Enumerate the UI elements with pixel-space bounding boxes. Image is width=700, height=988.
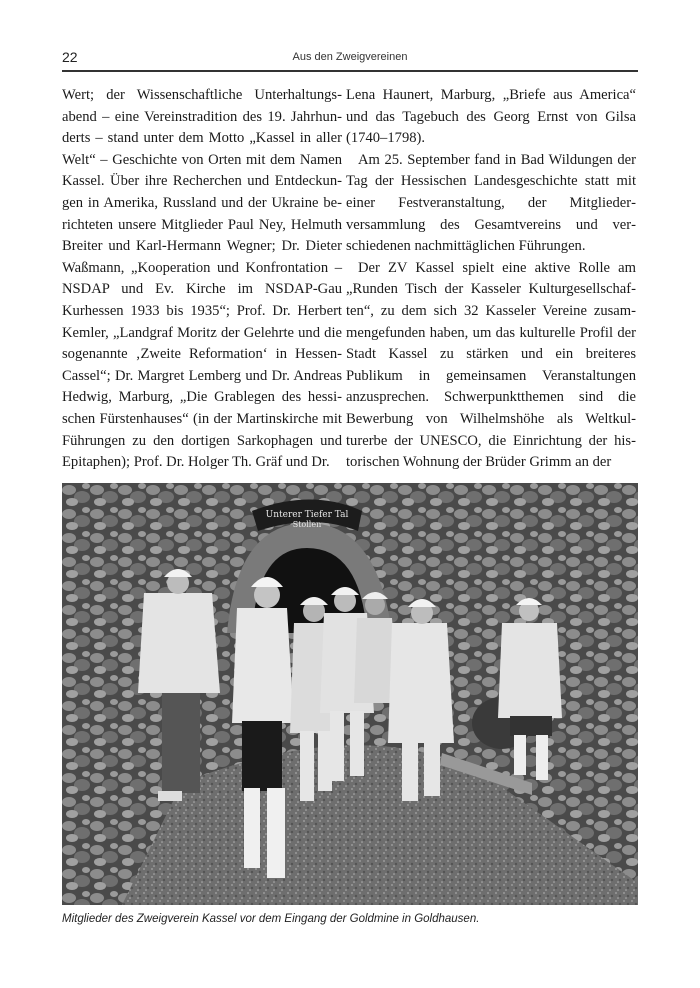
- sign-text-line1: Unterer Tiefer Tal: [265, 510, 349, 520]
- photo-illustration: [62, 483, 638, 905]
- page-number: 22: [62, 49, 78, 65]
- group-photo: [62, 483, 638, 905]
- paragraph: Am 25. September fand in Bad Wildungen der Tag der Hessischen Landesgeschichte statt mit einer Festveranstaltung, der Mitgliederversammlung des Gesamtvereins und verschiedenen nachmittäglichen Führungen.: [346, 151, 636, 255]
- paragraph: Lena Haunert, Marburg, „Briefe aus America“ und das Tagebuch des Georg Ernst von Gilsa (1740–1798).: [346, 87, 636, 147]
- paragraph: Wert; der Wissenschaftliche Unterhaltungsabend – eine Vereinstradition des 19. Jahrhunderts – stand unter dem Motto „Kassel in aller Welt“ – Geschichte von Orten mit dem Namen Kassel. Über ihre Recherchen und Entdeckungen in Amerika, Russland und der Ukraine berichteten unsere Mitglieder Paul Ney, Helmuth Breiter und Karl-Hermann Wegner; Dr. Dieter Waßmann, „Kooperation und Konfrontation – NSDAP und Ev. Kirche im NSDAP-Gau Kurhessen 1933 bis 1935“; Prof. Dr. Herbert Kemler, „Landgraf Moritz der Gelehrte und die sogenannte ‚Zweite Reformation‘ in Hessen-Cassel“; Dr. Margret Lemberg und Dr. Andreas Hedwig, Marburg, „Die Grablegen des hessischen Fürstenhauses“ (in der Martinskirche mit Führungen zu den dortigen Sarkophagen und Epitaphen); Prof. Dr. Holger Th. Gräf und Dr.: [62, 87, 342, 471]
- paragraph: Der ZV Kassel spielt eine aktive Rolle am „Runden Tisch der Kasseler Kulturgesellschaften“, zu dem sich 32 Kasseler Vereine zusammengefunden haben, um das kulturelle Profil der Stadt Kassel zu stärken und ein breiteres Publikum in gemeinsamen Veranstaltungen anzusprechen. Schwerpunktthemen sind die Bewerbung von Wilhelmshöhe als Weltkulturerbe der UNESCO, die Einrichtung der historischen Wohnung der Brüder Grimm an der: [346, 259, 636, 471]
- right-column: [346, 85, 636, 474]
- running-title: Aus den Zweigvereinen: [292, 51, 408, 63]
- sign-text-line2: Stollen: [292, 520, 322, 529]
- header-rule: [62, 70, 638, 72]
- left-column: [62, 85, 342, 474]
- photo-caption: Mitglieder des Zweigverein Kassel vor dem Eingang der Goldmine in Goldhausen.: [62, 913, 480, 925]
- page-header: [62, 46, 638, 70]
